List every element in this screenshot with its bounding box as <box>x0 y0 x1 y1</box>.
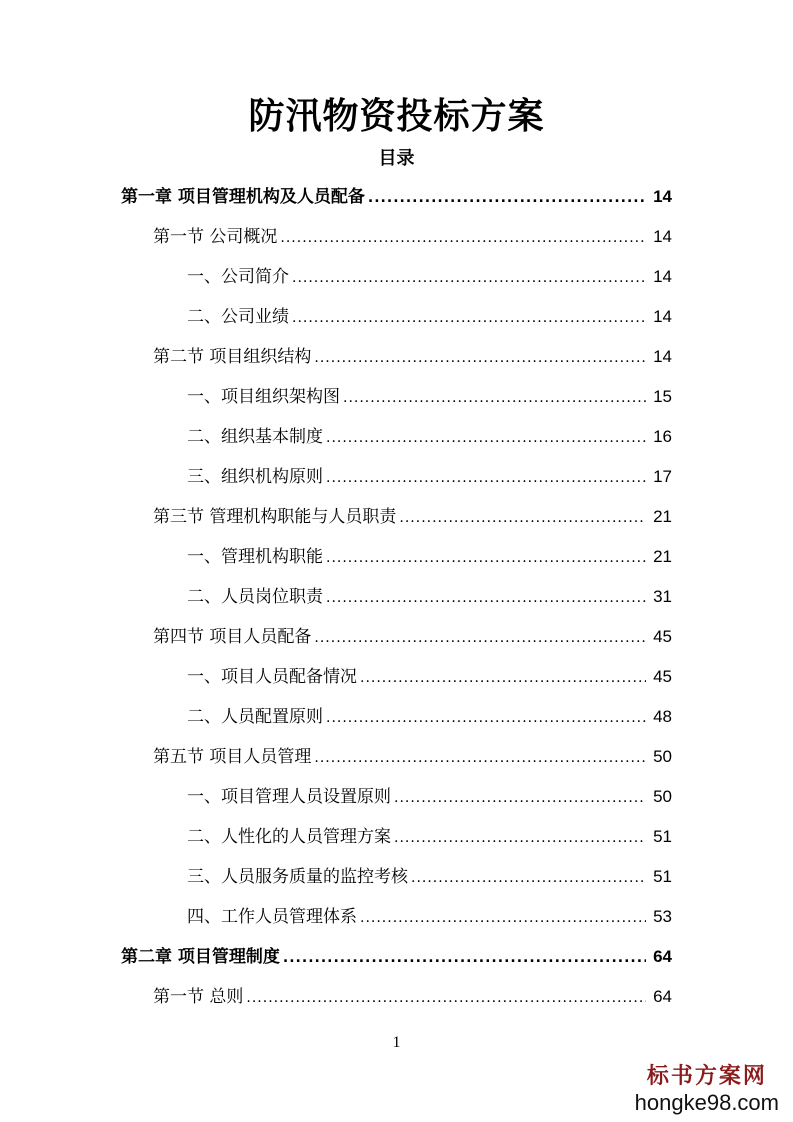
toc-page-number: 45 <box>653 627 672 646</box>
toc-entry-title: 第四节 项目人员配备 <box>153 627 312 647</box>
toc-entry-item[interactable] <box>0 857 793 897</box>
document-title: 防汛物资投标方案 <box>248 96 545 137</box>
toc-page-number: 51 <box>653 867 672 886</box>
toc-entry-item[interactable] <box>0 457 793 497</box>
toc-entry-chapter[interactable] <box>0 937 793 977</box>
toc-dot-leader <box>326 538 646 578</box>
toc-page-number: 17 <box>653 467 672 486</box>
toc-page-number: 51 <box>653 827 672 846</box>
toc-page-number: 50 <box>653 787 672 806</box>
toc-entry-item[interactable] <box>0 657 793 697</box>
watermark-brand: 标书方案网 <box>646 1063 767 1089</box>
toc-page-number: 21 <box>653 547 672 566</box>
toc-entry-title: 一、项目人员配备情况 <box>187 667 357 687</box>
toc-entry-title: 二、组织基本制度 <box>187 427 323 447</box>
toc-entry-item[interactable] <box>0 537 793 577</box>
table-of-contents <box>0 177 793 1017</box>
toc-entry-title: 第二节 项目组织结构 <box>153 347 312 367</box>
toc-dot-leader <box>343 378 646 418</box>
toc-entry-title: 第一节 总则 <box>153 987 244 1007</box>
toc-page-number: 64 <box>653 947 672 966</box>
toc-page-number: 14 <box>653 227 672 246</box>
toc-dot-leader <box>394 818 646 858</box>
toc-dot-leader <box>360 658 646 698</box>
toc-dot-leader <box>326 578 646 618</box>
toc-entry-title: 第一章 项目管理机构及人员配备 <box>121 187 365 207</box>
toc-page-number: 64 <box>653 987 672 1006</box>
page-number: 1 <box>392 1034 401 1051</box>
toc-entry-title: 三、组织机构原则 <box>187 467 323 487</box>
toc-entry-title: 一、项目管理人员设置原则 <box>187 787 391 807</box>
toc-entry-title: 二、人员配置原则 <box>187 707 323 727</box>
toc-entry-section[interactable] <box>0 617 793 657</box>
toc-entry-chapter[interactable] <box>0 177 793 217</box>
toc-dot-leader <box>280 218 646 258</box>
toc-entry-section[interactable] <box>0 977 793 1017</box>
toc-page-number: 21 <box>653 507 672 526</box>
toc-entry-title: 一、管理机构职能 <box>187 547 323 567</box>
toc-dot-leader <box>283 938 646 978</box>
toc-entry-title: 一、公司简介 <box>187 267 289 287</box>
watermark-url: hongke98.com <box>634 1090 779 1115</box>
toc-entry-title: 一、项目组织架构图 <box>187 387 340 407</box>
toc-dot-leader <box>314 618 646 658</box>
toc-entry-title: 第五节 项目人员管理 <box>153 747 312 767</box>
toc-dot-leader <box>292 298 646 338</box>
toc-page-number: 31 <box>653 587 672 606</box>
toc-entry-title: 三、人员服务质量的监控考核 <box>187 867 408 887</box>
toc-dot-leader <box>326 458 646 498</box>
toc-page-number: 16 <box>653 427 672 446</box>
toc-dot-leader <box>314 338 646 378</box>
toc-dot-leader <box>326 698 646 738</box>
toc-page-number: 50 <box>653 747 672 766</box>
toc-entry-section[interactable] <box>0 337 793 377</box>
toc-entry-item[interactable] <box>0 297 793 337</box>
toc-page-number: 14 <box>653 307 672 326</box>
toc-dot-leader <box>411 858 646 898</box>
toc-entry-section[interactable] <box>0 217 793 257</box>
toc-entry-item[interactable] <box>0 817 793 857</box>
toc-entry-title: 二、人员岗位职责 <box>187 587 323 607</box>
toc-entry-item[interactable] <box>0 697 793 737</box>
toc-entry-item[interactable] <box>0 897 793 937</box>
toc-dot-leader <box>326 418 646 458</box>
toc-entry-title: 第二章 项目管理制度 <box>121 947 280 967</box>
toc-entry-title: 二、公司业绩 <box>187 307 289 327</box>
toc-dot-leader <box>360 898 646 938</box>
toc-entry-item[interactable] <box>0 257 793 297</box>
toc-entry-item[interactable] <box>0 377 793 417</box>
toc-entry-item[interactable] <box>0 777 793 817</box>
toc-heading: 目录 <box>378 148 415 169</box>
toc-dot-leader <box>368 178 646 218</box>
toc-entry-title: 第一节 公司概况 <box>153 227 278 247</box>
toc-page-number: 14 <box>653 187 672 206</box>
toc-dot-leader <box>394 778 646 818</box>
toc-page-number: 45 <box>653 667 672 686</box>
watermark <box>635 1059 779 1116</box>
toc-page-number: 48 <box>653 707 672 726</box>
toc-dot-leader <box>314 738 646 778</box>
toc-page-number: 14 <box>653 347 672 366</box>
toc-entry-section[interactable] <box>0 737 793 777</box>
toc-dot-leader <box>399 498 646 538</box>
toc-entry-title: 第三节 管理机构职能与人员职责 <box>153 507 397 527</box>
toc-entry-item[interactable] <box>0 417 793 457</box>
toc-dot-leader <box>292 258 646 298</box>
toc-page-number: 15 <box>653 387 672 406</box>
toc-dot-leader <box>246 978 646 1018</box>
toc-entry-item[interactable] <box>0 577 793 617</box>
toc-entry-title: 四、工作人员管理体系 <box>187 907 357 927</box>
toc-entry-title: 二、人性化的人员管理方案 <box>187 827 391 847</box>
toc-page-number: 53 <box>653 907 672 926</box>
toc-entry-section[interactable] <box>0 497 793 537</box>
toc-page-number: 14 <box>653 267 672 286</box>
